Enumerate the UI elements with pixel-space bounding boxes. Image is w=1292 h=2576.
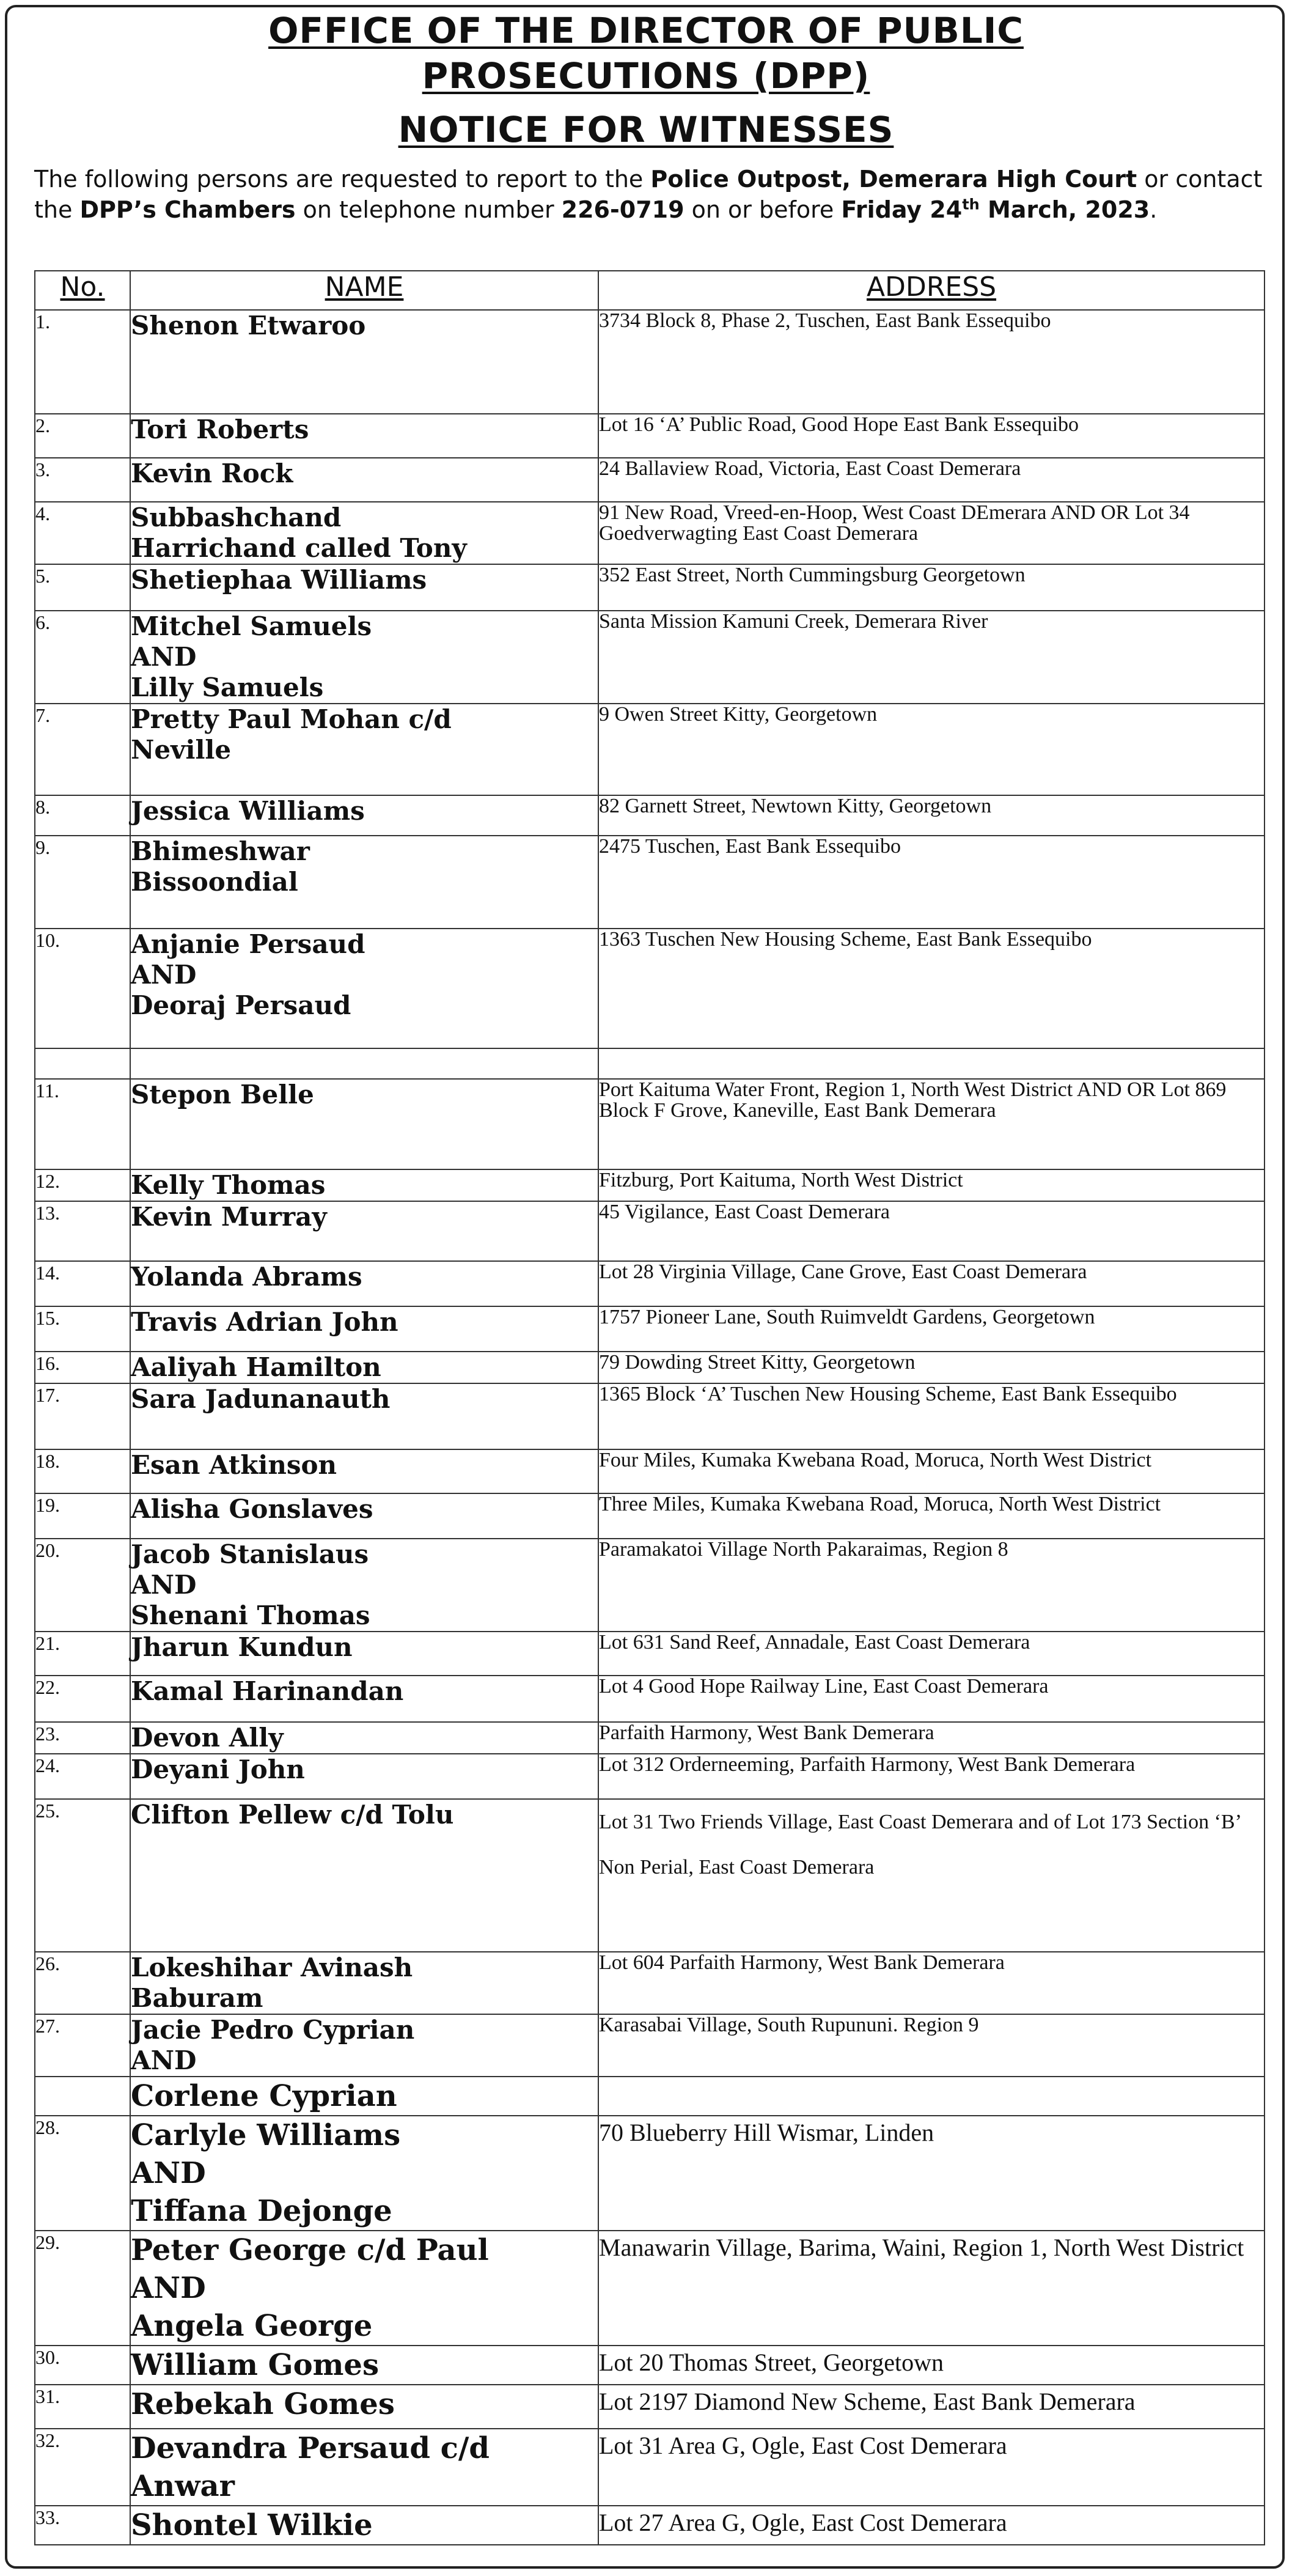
witness-name [130,458,598,502]
witness-address: Karasabai Village, South Rupununi. Region 9 [598,2014,1264,2077]
row-number: 2. [35,414,130,458]
row-number: 15. [35,1306,130,1352]
row-number: 4. [35,502,130,564]
witness-name-line: AND [131,960,197,990]
witness-address: Lot 312 Orderneeming, Parfaith Harmony, West Bank Demerara [598,1754,1264,1799]
table-row [35,929,1264,1048]
phone-number: 226-0719 [561,196,685,223]
witness-name-line: Rebekah Gomes [131,2387,395,2421]
table-row [35,1449,1264,1493]
intro-text-4: on or before [684,196,842,223]
witness-address: 45 Vigilance, East Coast Demerara [598,1201,1264,1261]
witness-address: Lot 27 Area G, Ogle, East Cost Demerara [598,2506,1264,2545]
witness-address: 2475 Tuschen, East Bank Essequibo [598,836,1264,929]
witness-name-line: AND [131,1570,197,1600]
row-number: 30. [35,2346,130,2385]
witness-name [130,1493,598,1539]
table-row [35,2506,1264,2545]
witness-name [130,1754,598,1799]
row-number: 24. [35,1754,130,1799]
table-row [35,310,1264,414]
witness-name-line: Yolanda Abrams [131,1262,362,1292]
witness-name-line: Esan Atkinson [131,1450,337,1480]
witness-name-line: Corlene Cyprian [131,2079,397,2113]
witness-name-line: Devandra Persaud c/d [131,2431,490,2465]
table-row [35,1493,1264,1539]
witness-address: 70 Blueberry Hill Wismar, Linden [598,2116,1264,2231]
table-row [35,2346,1264,2385]
witness-name-line: AND [131,642,197,672]
header-address: ADDRESS [598,271,1264,310]
row-number: 9. [35,836,130,929]
row-number: 17. [35,1383,130,1449]
table-row [35,2077,1264,2116]
witness-address: 3734 Block 8, Phase 2, Tuschen, East Bank Essequibo [598,310,1264,414]
witness-name-line: Kamal Harinandan [131,1676,404,1706]
witness-name [130,1352,598,1383]
witness-address: 91 New Road, Vreed-en-Hoop, West Coast DEmerara AND OR Lot 34 Goedverwagting East Coast Demerara [598,502,1264,564]
intro-paragraph [34,164,1263,225]
witness-address: Lot 31 Two Friends Village, East Coast Demerara and of Lot 173 Section ‘B’ Non Perial, East Coast Demerara [598,1799,1264,1952]
witness-name [130,310,598,414]
witness-name [130,611,598,704]
row-number: 32. [35,2429,130,2506]
witness-address: 352 East Street, North Cummingsburg Georgetown [598,564,1264,611]
witness-name-line: Deyani John [131,1754,305,1784]
witness-name-line: Pretty Paul Mohan c/d [131,704,452,734]
intro-text-2: or contact the [34,166,1263,223]
row-number: 26. [35,1952,130,2014]
row-number: 6. [35,611,130,704]
table-row [35,1722,1264,1754]
row-number: 14. [35,1261,130,1306]
witness-name-line: Lokeshihar Avinash [131,1952,413,1982]
table-row [35,458,1264,502]
row-number: 13. [35,1201,130,1261]
witness-name [130,1632,598,1676]
row-number: 28. [35,2116,130,2231]
deadline-day-suffix: th [962,196,980,213]
row-number: 19. [35,1493,130,1539]
witness-name [130,564,598,611]
witness-address: Lot 4 Good Hope Railway Line, East Coast Demerara [598,1676,1264,1722]
row-number: 1. [35,310,130,414]
witness-address: Santa Mission Kamuni Creek, Demerara River [598,611,1264,704]
row-number: 5. [35,564,130,611]
witness-name-line: Kelly Thomas [131,1170,326,1200]
witness-name-line: Sara Jadunanauth [131,1384,391,1414]
witness-name [130,1079,598,1169]
row-number: 25. [35,1799,130,1952]
witness-name-line: AND [131,2271,206,2305]
witness-name-line: Tiffana Dejonge [131,2194,392,2228]
office-title-line1: OFFICE OF THE DIRECTOR OF PUBLIC [268,10,1024,51]
witness-name [130,1952,598,2014]
dpp-chambers: DPP’s Chambers [79,196,296,223]
table-row [35,1632,1264,1676]
witness-name-line: Aaliyah Hamilton [131,1352,381,1382]
row-number: 16. [35,1352,130,1383]
witness-name [130,1261,598,1306]
row-number [35,2077,130,2116]
witness-name-line: Harrichand called Tony [131,533,467,563]
witness-address: Manawarin Village, Barima, Waini, Region 1, North West District [598,2231,1264,2346]
witness-name [130,2116,598,2231]
witness-address: 1363 Tuschen New Housing Scheme, East Bank Essequibo [598,929,1264,1048]
witness-address: Lot 604 Parfaith Harmony, West Bank Demerara [598,1952,1264,2014]
witness-name-line: Subbashchand [131,502,342,532]
witness-name-line: Peter George c/d Paul [131,2233,489,2267]
witness-address: Lot 20 Thomas Street, Georgetown [598,2346,1264,2385]
witness-address: Lot 16 ‘A’ Public Road, Good Hope East Bank Essequibo [598,414,1264,458]
deadline-month-year: March, 2023 [979,196,1150,223]
witness-address: 1365 Block ‘A’ Tuschen New Housing Scheme, East Bank Essequibo [598,1383,1264,1449]
witness-address: Lot 31 Area G, Ogle, East Cost Demerara [598,2429,1264,2506]
row-number: 10. [35,929,130,1048]
witness-name-line: Kevin Murray [131,1202,327,1232]
witness-name-line: Clifton Pellew c/d Tolu [131,1800,454,1830]
table-row [35,1539,1264,1632]
row-number: 27. [35,2014,130,2077]
witness-name [130,2506,598,2545]
witness-name [130,929,598,1048]
row-number: 20. [35,1539,130,1632]
witness-name [130,2429,598,2506]
table-row [35,502,1264,564]
witness-name-line: William Gomes [131,2348,379,2382]
witness-name [130,2231,598,2346]
witness-table [34,270,1265,2545]
table-row [35,1201,1264,1261]
table-row [35,1676,1264,1722]
witness-name-line: Anjanie Persaud [131,929,365,959]
witness-name-line: Jessica Williams [131,796,365,826]
table-row [35,1261,1264,1306]
row-number: 8. [35,795,130,836]
witness-name-line: Deoraj Persaud [131,990,351,1020]
witness-name [130,1383,598,1449]
witness-name-line: Bhimeshwar [131,836,310,866]
table-row [35,2429,1264,2506]
witness-address: 24 Ballaview Road, Victoria, East Coast Demerara [598,458,1264,502]
table-row [35,1048,1264,1079]
table-row [35,564,1264,611]
witness-address: Port Kaituma Water Front, Region 1, North West District AND OR Lot 869 Block F Grove, Kaneville, East Bank Demerara [598,1079,1264,1169]
row-number [35,1048,130,1079]
table-row [35,1754,1264,1799]
witness-name-line: Stepon Belle [131,1080,314,1110]
table-row [35,704,1264,795]
row-number: 11. [35,1079,130,1169]
witness-name [130,2385,598,2429]
witness-address: Lot 28 Virginia Village, Cane Grove, East Coast Demerara [598,1261,1264,1306]
witness-name-line: Bissoondial [131,867,298,897]
deadline-date [841,196,1150,223]
witness-address: Three Miles, Kumaka Kwebana Road, Moruca, North West District [598,1493,1264,1539]
witness-address: 1757 Pioneer Lane, South Ruimveldt Gardens, Georgetown [598,1306,1264,1352]
witness-name [130,704,598,795]
witness-name [130,1306,598,1352]
witness-name-line: AND [131,2045,197,2075]
table-row [35,2231,1264,2346]
header-no: No. [35,271,130,310]
witness-name-line: Jacie Pedro Cyprian [131,2015,415,2045]
table-row [35,1079,1264,1169]
witness-name-line: Jacob Stanislaus [131,1539,369,1569]
witness-address: Paramakatoi Village North Pakaraimas, Region 8 [598,1539,1264,1632]
witness-name-line: Mitchel Samuels [131,611,372,641]
row-number: 21. [35,1632,130,1676]
witness-name-line: Lilly Samuels [131,672,324,702]
table-row [35,2116,1264,2231]
table-row [35,1799,1264,1952]
witness-name-line: Shenani Thomas [131,1600,370,1630]
witness-name-line: Angela George [131,2309,373,2343]
row-number: 3. [35,458,130,502]
deadline-day: Friday 24 [841,196,963,223]
witness-name [130,502,598,564]
witness-name-line: Shontel Wilkie [131,2508,373,2542]
witness-address: Lot 631 Sand Reef, Annadale, East Coast Demerara [598,1632,1264,1676]
row-number: 18. [35,1449,130,1493]
witness-name [130,1048,598,1079]
witness-name-line: Travis Adrian John [131,1307,398,1337]
witness-name-line: Jharun Kundun [131,1632,353,1662]
table-row [35,836,1264,929]
table-row [35,1952,1264,2014]
witness-name [130,1449,598,1493]
table-row [35,414,1264,458]
notice-title: NOTICE FOR WITNESSES [398,109,894,150]
witness-address: Lot 2197 Diamond New Scheme, East Bank Demerara [598,2385,1264,2429]
witness-name [130,795,598,836]
witness-name-line: Shenon Etwaroo [131,311,366,340]
intro-end: . [1150,196,1158,223]
table-row [35,1352,1264,1383]
table-row [35,1383,1264,1449]
table-header-row [35,271,1264,310]
witness-address: 9 Owen Street Kitty, Georgetown [598,704,1264,795]
witness-name-line: Shetiephaa Williams [131,565,427,595]
witness-name-line: Kevin Rock [131,458,293,488]
witness-address: Four Miles, Kumaka Kwebana Road, Moruca, North West District [598,1449,1264,1493]
witness-name-line: Devon Ally [131,1723,284,1753]
row-number: 33. [35,2506,130,2545]
witness-name [130,1722,598,1754]
row-number: 12. [35,1169,130,1201]
witness-name-line: Carlyle Williams [131,2118,401,2152]
witness-name-line: Alisha Gonslaves [131,1494,373,1524]
witness-name [130,836,598,929]
witness-name [130,1676,598,1722]
witness-name [130,2077,598,2116]
witness-address: Fitzburg, Port Kaituma, North West District [598,1169,1264,1201]
witness-address: Parfaith Harmony, West Bank Demerara [598,1722,1264,1754]
row-number: 31. [35,2385,130,2429]
witness-name [130,1201,598,1261]
row-number: 7. [35,704,130,795]
row-number: 29. [35,2231,130,2346]
table-row [35,1169,1264,1201]
witness-name-line: AND [131,2156,206,2190]
witness-name [130,1539,598,1632]
witness-name-line: Neville [131,735,232,765]
witness-name-line: Baburam [131,1983,263,2013]
intro-text-3: on telephone number [295,196,562,223]
table-row [35,611,1264,704]
office-title-line2: PROSECUTIONS (DPP) [422,55,870,97]
header-name: NAME [130,271,598,310]
witness-name-line: Tori Roberts [131,414,309,444]
table-row [35,795,1264,836]
witness-address [598,1048,1264,1079]
table-row [35,2014,1264,2077]
witness-name-line: Anwar [131,2469,235,2503]
table-row [35,1306,1264,1352]
witness-address: 82 Garnett Street, Newtown Kitty, Georgetown [598,795,1264,836]
witness-name [130,2014,598,2077]
intro-text-1: The following persons are requested to report to the [34,166,651,193]
witness-address: 79 Dowding Street Kitty, Georgetown [598,1352,1264,1383]
witness-name [130,2346,598,2385]
row-number: 22. [35,1676,130,1722]
row-number: 23. [35,1722,130,1754]
witness-address [598,2077,1264,2116]
witness-name [130,1799,598,1952]
report-location: Police Outpost, Demerara High Court [650,166,1137,193]
witness-name [130,1169,598,1201]
table-row [35,2385,1264,2429]
witness-name [130,414,598,458]
